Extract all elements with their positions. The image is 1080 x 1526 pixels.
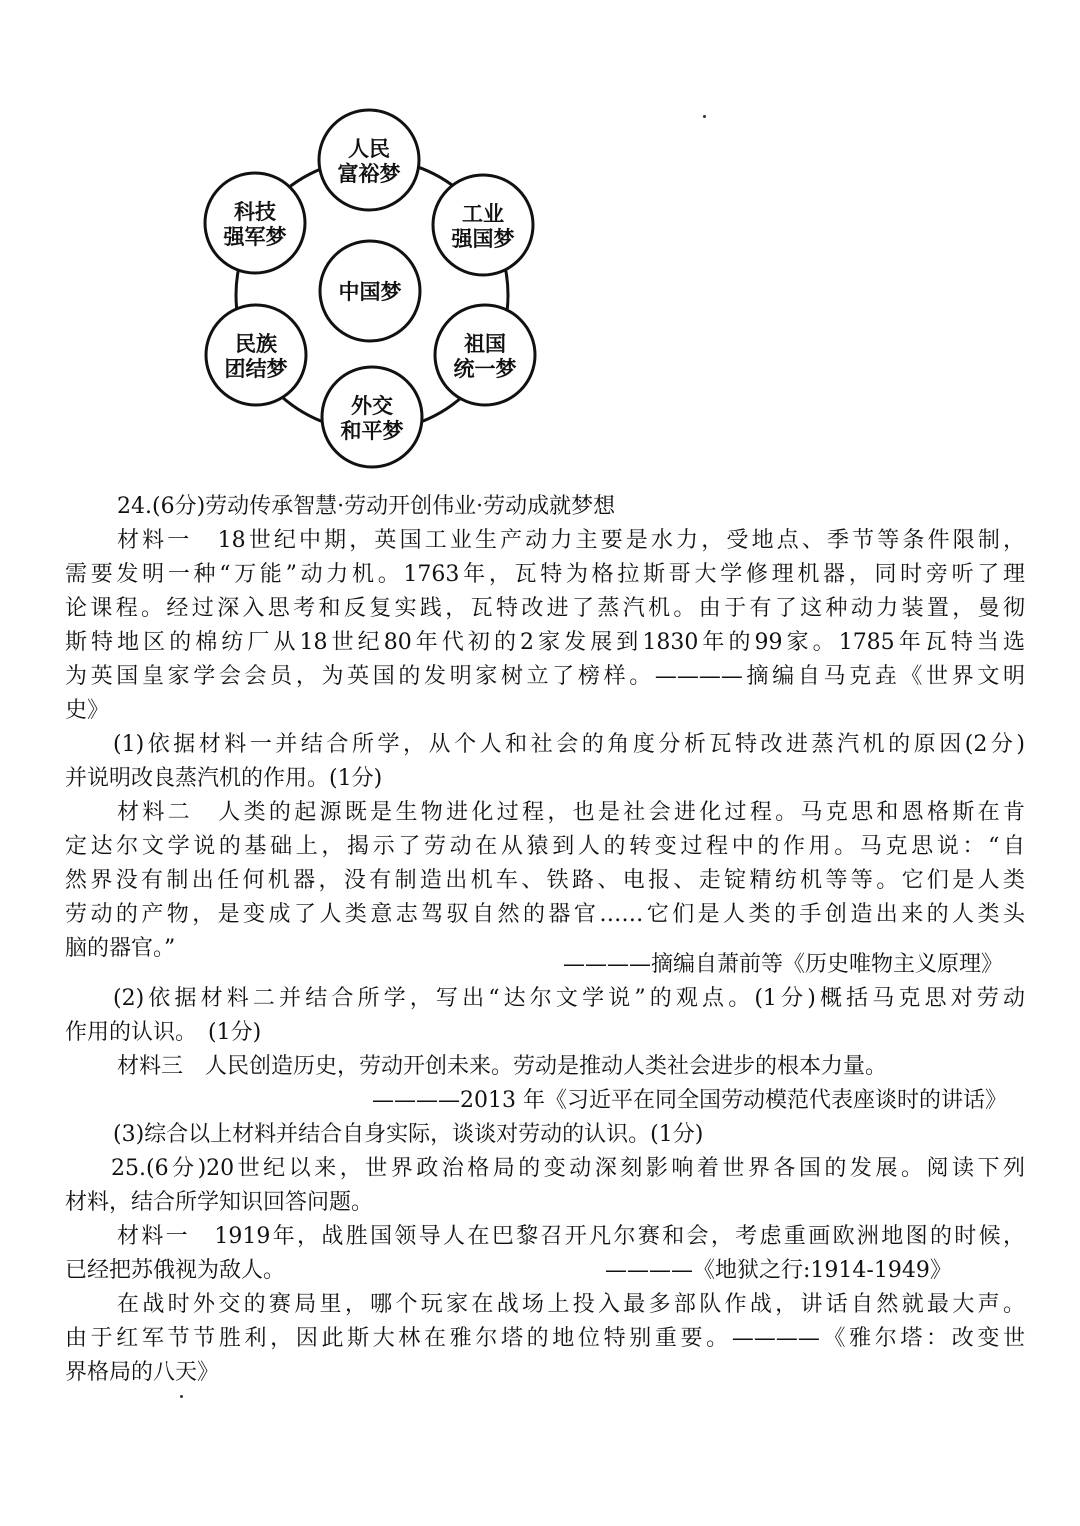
node-people-line1: 人民: [348, 137, 390, 161]
q24-material2-source: ————摘编自萧前等《历史唯物主义原理》: [562, 952, 1003, 977]
q24-question2-line: (2)依据材料二并结合所学，写出“达尔文学说”的观点。(1分)概括马克思对劳动: [113, 986, 1025, 1011]
q24-material2-line: 材料二 人类的起源既是生物进化过程，也是社会进化过程。马克思和恩格斯在肯: [117, 800, 1025, 825]
q24-material1-line: 论课程。经过深入思考和反复实践，瓦特改进了蒸汽机。由于有了这种动力装置，曼彻: [65, 596, 1025, 621]
center-node-label: 中国梦: [338, 280, 402, 304]
q24-question2-line: 作用的认识。 (1分): [65, 1020, 262, 1045]
node-people-line2: 富裕梦: [337, 162, 401, 186]
node-people: [319, 110, 419, 210]
q24-question1-line: 并说明改良蒸汽机的作用。(1分): [65, 766, 383, 791]
node-ethnic-unity-line1: 民族: [235, 332, 277, 356]
scan-speck: [180, 1395, 183, 1398]
q24-material1-line: 斯特地区的棉纺厂从18世纪80年代初的2家发展到1830年的99家。1785年瓦特当选: [65, 630, 1025, 655]
node-industry: [433, 175, 533, 275]
node-industry-line2: 强国梦: [451, 227, 515, 251]
q24-material2-line: 劳动的产物，是变成了人类意志驾驭自然的器官……它们是人类的手创造出来的人类头: [65, 902, 1025, 927]
node-tech-military-line2: 强军梦: [223, 225, 287, 249]
q24-question3: (3)综合以上材料并结合自身实际，谈谈对劳动的认识。(1分): [113, 1122, 704, 1147]
q25-material1b-line: 在战时外交的赛局里，哪个玩家在战场上投入最多部队作战，讲话自然就最大声。: [117, 1292, 1025, 1317]
node-ethnic-unity-line2: 团结梦: [224, 357, 288, 381]
q24-material3-source: ————2013 年《习近平在同全国劳动模范代表座谈时的讲话》: [372, 1088, 1007, 1113]
q24-material2-line: 脑的器官。”: [65, 936, 176, 961]
diagram-svg: [195, 105, 545, 475]
q24-material1-line: 为英国皇家学会会员，为英国的发明家树立了榜样。————摘编自马克垚《世界文明: [65, 664, 1025, 689]
q25-title-line: 材料，结合所学知识回答问题。: [65, 1190, 374, 1215]
node-tech-military: [205, 173, 305, 273]
q24-question1-line: (1)依据材料一并结合所学，从个人和社会的角度分析瓦特改进蒸汽机的原因(2分): [113, 732, 1025, 757]
q24-material1-line: 史》: [65, 698, 110, 723]
q25-material1b-line: 界格局的八天》: [65, 1360, 220, 1385]
q24-material1-line: 材料一 18世纪中期，英国工业生产动力主要是水力，受地点、季节等条件限制，: [117, 528, 1025, 553]
scan-speck: [703, 115, 706, 118]
node-diplomacy-line1: 外交: [351, 394, 393, 418]
q24-material1-line: 需要发明一种“万能”动力机。1763年，瓦特为格拉斯哥大学修理机器，同时旁听了理: [65, 562, 1025, 587]
center-node: [320, 241, 420, 341]
q25-material1-source: ————《地狱之行:1914-1949》: [605, 1258, 952, 1283]
q24-material2-line: 然界没有制出任何机器，没有制造出机车、铁路、电报、走锭精纺机等等。它们是人类: [65, 868, 1025, 893]
q25-material1-line: 材料一 1919年，战胜国领导人在巴黎召开凡尔赛和会，考虑重画欧洲地图的时候，: [117, 1224, 1025, 1249]
q25-material1-line: 已经把苏俄视为敌人。: [65, 1258, 286, 1283]
q25-material1b-line: 由于红军节节胜利，因此斯大林在雅尔塔的地位特别重要。————《雅尔塔：改变世: [65, 1326, 1025, 1351]
node-diplomacy-line2: 和平梦: [340, 419, 404, 443]
node-diplomacy: [322, 367, 422, 467]
node-unification-line2: 统一梦: [453, 357, 517, 381]
node-unification-line1: 祖国: [464, 332, 506, 356]
q25-title-line: 25.(6分)20世纪以来，世界政治格局的变动深刻影响着世界各国的发展。阅读下列: [111, 1156, 1025, 1181]
china-dream-diagram: [195, 105, 545, 475]
q24-material2-line: 定达尔文学说的基础上，揭示了劳动在从猿到人的转变过程中的作用。马克思说：“自: [65, 834, 1025, 859]
q24-material3: 材料三 人民创造历史，劳动开创未来。劳动是推动人类社会进步的根本力量。: [117, 1054, 888, 1079]
q24-title: 24.(6分)劳动传承智慧·劳动开创伟业·劳动成就梦想: [117, 494, 616, 519]
node-industry-line1: 工业: [462, 202, 504, 226]
node-unification: [435, 305, 535, 405]
node-ethnic-unity: [206, 305, 306, 405]
node-tech-military-line1: 科技: [234, 200, 276, 224]
